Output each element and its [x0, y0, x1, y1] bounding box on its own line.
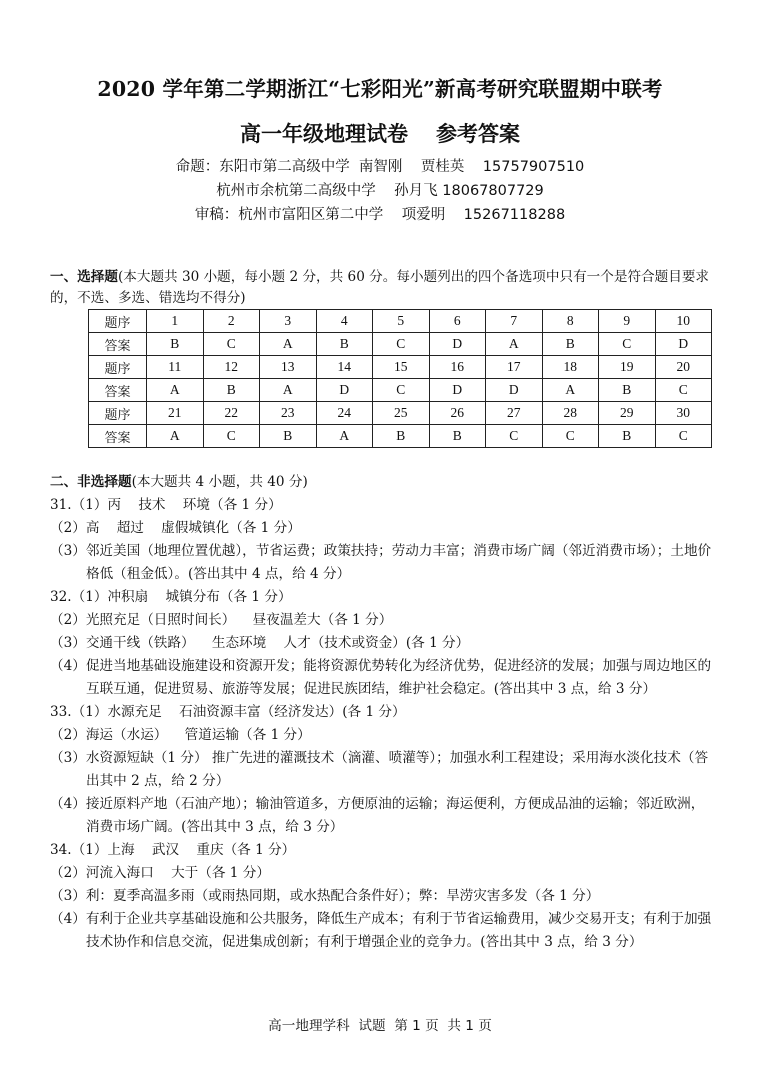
answer-cell: C: [373, 333, 430, 356]
author-line-3: 审稿：杭州市富阳区第二中学 项爱明 15267118288: [194, 207, 566, 223]
question-number-cell: 6: [429, 310, 486, 333]
question-number-cell: 7: [486, 310, 543, 333]
answer-line: （3）水资源短缺（1 分） 推广先进的灌溉技术（滴灌、喷灌等）；加强水利工程建设；采用海水淡化技术（答出其中 2 点，给 2 分）: [50, 750, 709, 789]
question-number-cell: 3: [260, 310, 317, 333]
answer-label: 答案: [89, 333, 147, 356]
answer-line: 31.（1）丙 技术 环境（各 1 分）: [50, 497, 282, 513]
answer-cell: A: [260, 333, 317, 356]
answer-cell: B: [599, 379, 656, 402]
question-number-cell: 25: [373, 402, 430, 425]
question-number-cell: 23: [260, 402, 317, 425]
answer-cell: A: [542, 379, 599, 402]
question-number-label: 题序: [89, 402, 147, 425]
exam-title: 2020 学年第二学期浙江“七彩阳光”新高考研究联盟期中联考: [97, 77, 663, 101]
question-number-cell: 28: [542, 402, 599, 425]
answer-cell: C: [655, 379, 712, 402]
answer-cell: A: [147, 425, 204, 448]
answer-cell: C: [486, 425, 543, 448]
section-2-intro: [50, 471, 714, 494]
question-number-cell: 30: [655, 402, 712, 425]
answer-table: [88, 309, 712, 448]
question-number-row: [89, 402, 712, 425]
answer-line: 34.（1）上海 武汉 重庆（各 1 分）: [50, 842, 296, 858]
question-number-cell: 8: [542, 310, 599, 333]
author-line-1: 命题：东阳市第二高级中学 南智刚 贾桂英 15757907510: [175, 159, 585, 175]
question-number-cell: 10: [655, 310, 712, 333]
answer-cell: B: [542, 333, 599, 356]
question-number-cell: 21: [147, 402, 204, 425]
answer-row: [89, 333, 712, 356]
section-2: [50, 471, 714, 954]
question-number-cell: 20: [655, 356, 712, 379]
answer-label: 答案: [89, 379, 147, 402]
question-number-cell: 1: [147, 310, 204, 333]
question-number-cell: 16: [429, 356, 486, 379]
answer-line: （3）邻近美国（地理位置优越），节省运费；政策扶持；劳动力丰富；消费市场广阔（邻近消费市场）；土地价格低（租金低）。(答出其中 4 点，给 4 分）: [50, 543, 712, 582]
section-2-heading: 二、非选择题: [50, 474, 132, 490]
question-number-cell: 5: [373, 310, 430, 333]
answer-row: [89, 379, 712, 402]
section-1-heading: 一、选择题: [50, 269, 118, 285]
question-number-cell: 29: [599, 402, 656, 425]
section-1-text: (本大题共 30 小题，每小题 2 分，共 60 分。每小题列出的四个备选项中只有一个是符合题目要求的，不选、多选、错选均不得分): [50, 269, 710, 306]
answer-line: （2）高 超过 虚假城镇化（各 1 分）: [50, 520, 301, 536]
question-number-cell: 11: [147, 356, 204, 379]
answer-cell: C: [203, 333, 260, 356]
question-number-cell: 12: [203, 356, 260, 379]
question-number-cell: 18: [542, 356, 599, 379]
answer-cell: D: [486, 379, 543, 402]
answer-cell: A: [260, 379, 317, 402]
question-number-cell: 17: [486, 356, 543, 379]
page-footer: 高一地理学科 试题 第 1 页 共 1 页: [268, 1018, 492, 1034]
answer-cell: B: [373, 425, 430, 448]
author-block: [0, 155, 760, 227]
answer-cell: D: [429, 379, 486, 402]
question-number-cell: 9: [599, 310, 656, 333]
answer-label: 答案: [89, 425, 147, 448]
question-number-cell: 14: [316, 356, 373, 379]
answer-cell: C: [203, 425, 260, 448]
question-number-cell: 26: [429, 402, 486, 425]
answer-cell: A: [316, 425, 373, 448]
answer-line: （4）有利于企业共享基础设施和公共服务，降低生产成本；有利于节省运输费用，减少交易开支；有利于加强技术协作和信息交流，促进集成创新；有利于增强企业的竞争力。(答出其中 3 点，给 3 分）: [50, 911, 712, 950]
answer-row: [89, 425, 712, 448]
question-number-cell: 13: [260, 356, 317, 379]
question-number-label: 题序: [89, 310, 147, 333]
answer-line: （2）海运（水运） 管道运输（各 1 分）: [50, 727, 311, 743]
answer-cell: A: [147, 379, 204, 402]
answer-cell: C: [542, 425, 599, 448]
answer-line: 33.（1）水源充足 石油资源丰富（经济发达）(各 1 分）: [50, 704, 406, 720]
answer-line: 32.（1）冲积扇 城镇分布（各 1 分）: [50, 589, 292, 605]
answer-line: （4）促进当地基础设施建设和资源开发；能将资源优势转化为经济优势，促进经济的发展；加强与周边地区的互联互通，促进贸易、旅游等发展；促进民族团结，维护社会稳定。(答出其中 3 点，给 3 分）: [50, 658, 712, 697]
answer-cell: D: [316, 379, 373, 402]
answer-cell: D: [655, 333, 712, 356]
answer-cell: C: [655, 425, 712, 448]
question-number-label: 题序: [89, 356, 147, 379]
answer-cell: B: [203, 379, 260, 402]
answer-cell: B: [260, 425, 317, 448]
answer-cell: B: [316, 333, 373, 356]
answer-cell: A: [486, 333, 543, 356]
subtitle-left: 高一年级地理试卷: [240, 122, 408, 146]
subtitle-right: 参考答案: [436, 122, 520, 146]
answer-cell: C: [373, 379, 430, 402]
question-number-cell: 24: [316, 402, 373, 425]
answer-line: （2）河流入海口 大于（各 1 分）: [50, 865, 270, 881]
answer-line: （2）光照充足（日照时间长） 昼夜温差大（各 1 分）: [50, 612, 393, 628]
question-number-cell: 2: [203, 310, 260, 333]
question-number-cell: 4: [316, 310, 373, 333]
exam-subtitle: [0, 118, 760, 148]
question-number-cell: 22: [203, 402, 260, 425]
question-number-cell: 19: [599, 356, 656, 379]
question-number-row: [89, 356, 712, 379]
answer-cell: B: [429, 425, 486, 448]
answer-cell: D: [429, 333, 486, 356]
section-1-intro: [50, 267, 714, 309]
answer-line: （3）交通干线（铁路） 生态环境 人才（技术或资金）(各 1 分）: [50, 635, 470, 651]
answer-line: （3）利：夏季高温多雨（或雨热同期，或水热配合条件好）；弊：旱涝灾害多发（各 1 分）: [50, 888, 600, 904]
answer-cell: C: [599, 333, 656, 356]
answer-line: （4）接近原料产地（石油产地）；输油管道多，方便原油的运输；海运便利，方便成品油的运输；邻近欧洲，消费市场广阔。(答出其中 3 点，给 3 分）: [50, 796, 705, 835]
question-number-row: [89, 310, 712, 333]
question-number-cell: 15: [373, 356, 430, 379]
author-line-2: 杭州市余杭第二高级中学 孙月飞 18067807729: [216, 183, 544, 199]
section-2-text: (本大题共 4 小题，共 40 分): [131, 474, 308, 490]
answer-cell: B: [147, 333, 204, 356]
question-number-cell: 27: [486, 402, 543, 425]
answer-cell: B: [599, 425, 656, 448]
